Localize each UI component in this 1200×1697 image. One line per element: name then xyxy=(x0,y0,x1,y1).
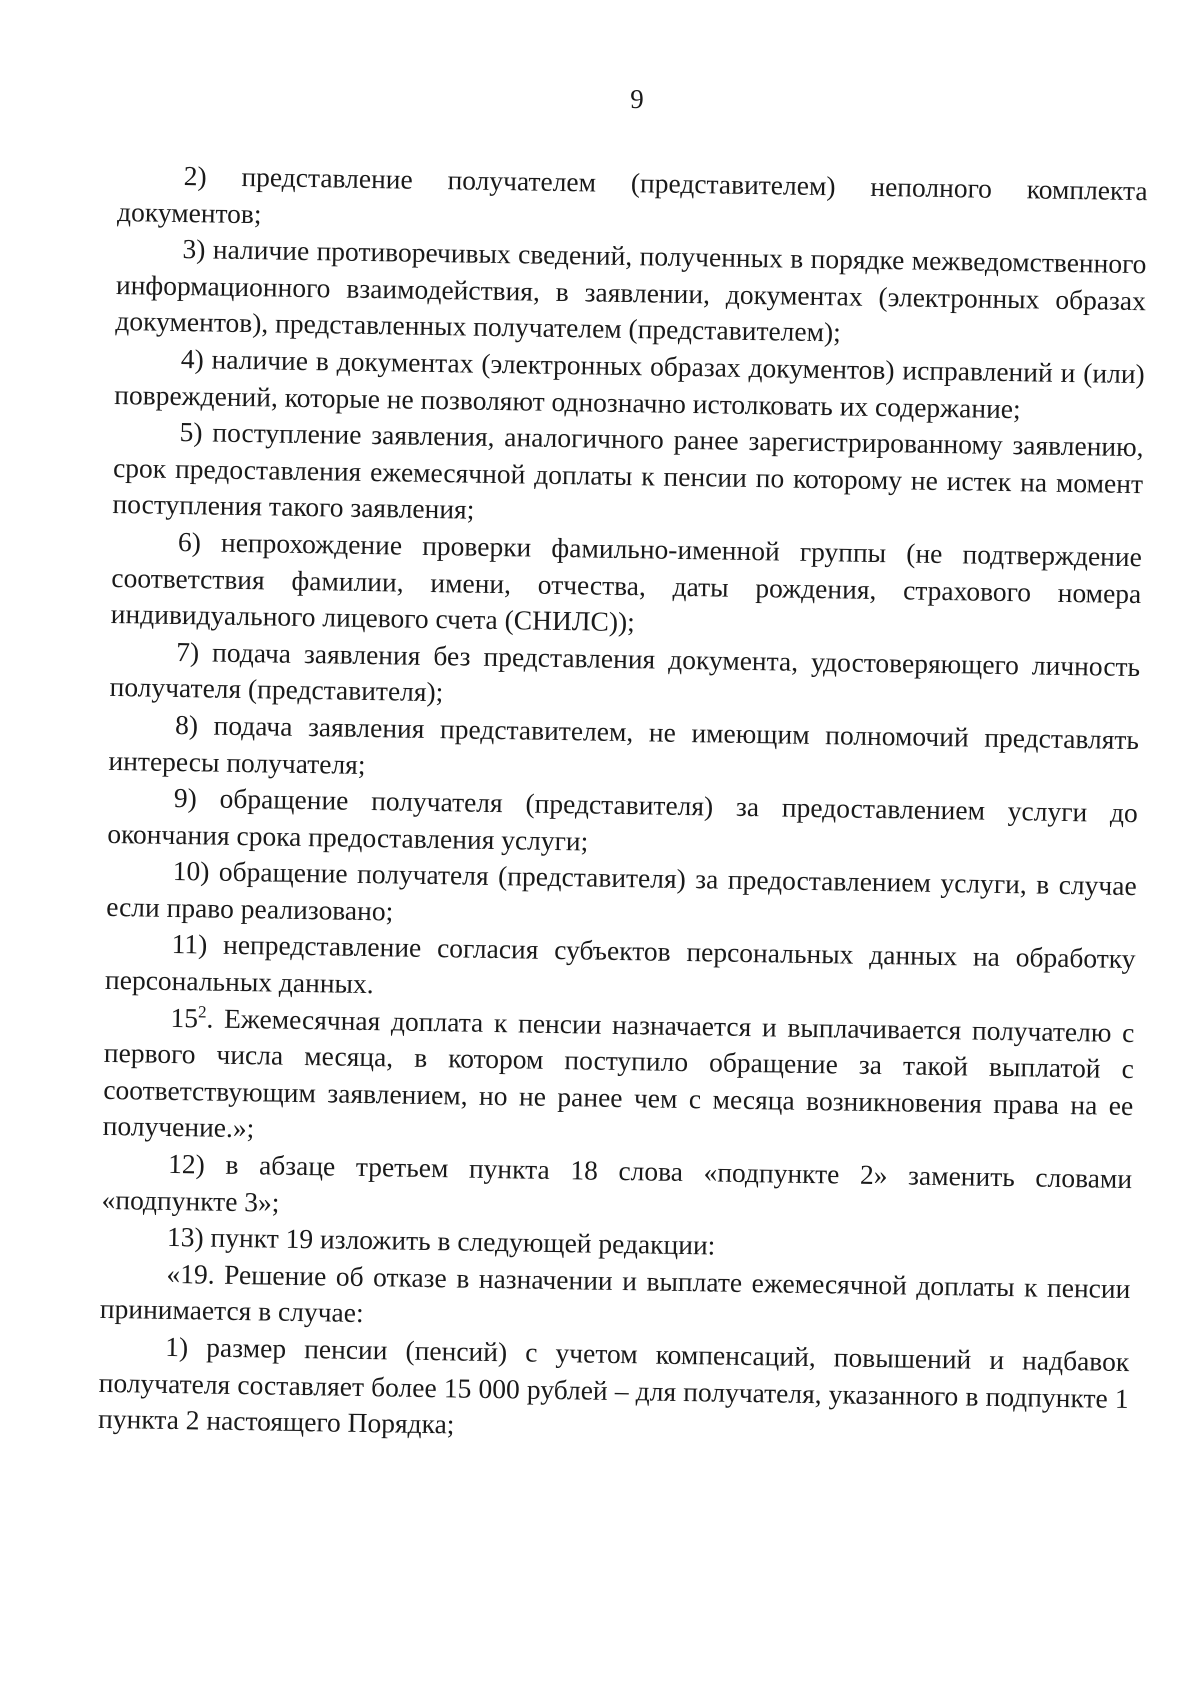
paragraph-clause-15-2 xyxy=(102,999,1134,1162)
paragraph-refusal-reason-3: 3) наличие противоречивых сведений, полученных в порядке межведомственного информационного взаимодействия, в заявлении, документах (электронных образах документов), представленных получателем (представителем); xyxy=(115,233,1147,348)
paragraph-refusal-reason-2: 2) представление получателем (представителем) неполного комплекта документов; xyxy=(116,160,1148,229)
clause-superscript: 2 xyxy=(197,1002,207,1022)
paragraph-refusal-reason-8: 8) подача заявления представителем, не имеющим полномочий представлять интересы получателя; xyxy=(108,708,1140,780)
paragraph-clause-19: «19. Решение об отказе в назначении и выплате ежемесячной доплаты к пенсии принимается в случае: xyxy=(99,1257,1131,1329)
clause-number: 15 xyxy=(170,1001,199,1034)
document-body xyxy=(98,157,1148,1454)
paragraph-refusal-reason-6: 6) непрохождение проверки фамильно-именной группы (не подтверждение соответствия фамилии, имени, отчества, даты рождения, страхового номера индивидуального лицевого счета (СНИЛС)); xyxy=(110,525,1143,638)
page-number: 9 xyxy=(630,84,644,114)
paragraph-refusal-reason-10: 10) обращение получателя (представителя) за предоставлением услуги, в случае если право реализовано; xyxy=(105,855,1137,927)
paragraph-refusal-reason-9: 9) обращение получателя (представителя) за предоставлением услуги до окончания срока предоставления услуги; xyxy=(107,782,1139,857)
clause-text: . Ежемесячная доплата к пенсии назначается и выплачивается получателю с первого числа месяца, в котором поступило обращение за такой выплатой с соответствующим заявлением, но не ранее чем с месяца возникновения права на ее получение.»; xyxy=(102,1002,1135,1144)
paragraph-refusal-reason-5: 5) поступление заявления, аналогичного ранее зарегистрированному заявлению, срок предоставления ежемесячной доплаты к пенсии по которому не истек на момент поступления такого заявления; xyxy=(112,416,1144,525)
paragraph-amendment-12: 12) в абзаце третьем пункта 18 слова «подпункте 2» заменить словами «подпункте 3»; xyxy=(101,1147,1133,1218)
paragraph-refusal-reason-11: 11) непредставление согласия субъектов персональных данных на обработку персональных данных. xyxy=(104,928,1136,1000)
paragraph-amendment-13: 13) пункт 19 изложить в следующей редакции: xyxy=(166,1221,716,1261)
paragraph-refusal-reason-4: 4) наличие в документах (электронных образах документов) исправлений и (или) повреждений, которые не позволяют однозначно истолковать их содержание; xyxy=(114,342,1145,424)
paragraph-clause-19-item-1: 1) размер пенсии (пенсий) с учетом компенсаций, повышений и надбавок получателя составляет более 15 000 рублей – для получателя, указанного в подпункте 1 пункта 2 настоящего Порядка; xyxy=(97,1330,1130,1440)
paragraph-refusal-reason-7: 7) подача заявления без представления документа, удостоверяющего личность получателя (представителя); xyxy=(109,635,1141,708)
